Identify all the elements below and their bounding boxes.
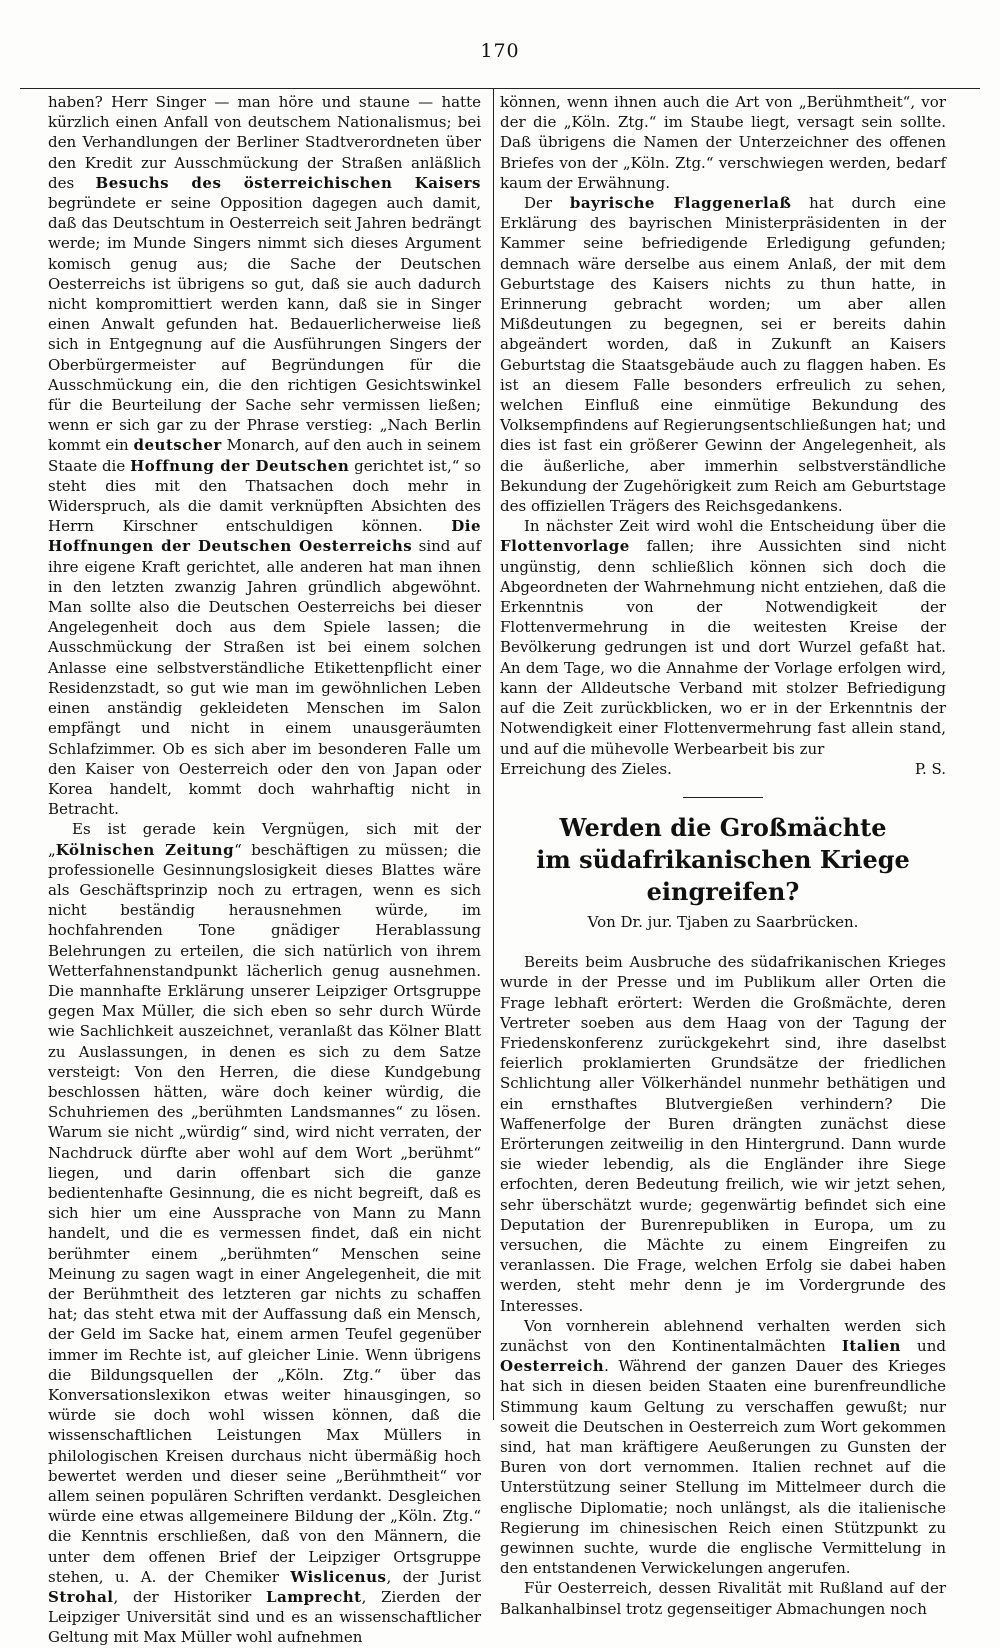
text-run: , der Historiker: [113, 1588, 267, 1607]
left-paragraph-1: [48, 92, 481, 819]
article-title-line-2: im südafrikanischen Kriege eingreifen?: [536, 844, 910, 906]
text-run: “ beschäftigen zu müssen; die professionelle Gesinnungslosigkeit dieses Blattes wäre als Geschäftsprinzip noch zu ertragen, wenn es sich nicht beständig herausnehmen würde, im hochfahrenden Tone gnädiger Herablassung Belehrungen zu erteilen, die sich natürlich von ihrem Wetterfahnenstandpunkt lächerlich genug ausnehmen. Die mannhafte Erklärung unserer Leipziger Ortsgruppe gegen Max Müller, die sich eben so sehr durch Würde wie Sachlichkeit auszeichnet, veranlaßt das Kölner Blatt zu Auslassungen, in denen es sich zu dem Satze versteigt: Von den Herren, die diese Kundgebung beschlossen hätten, wäre doch keiner würdig, die Schuhriemen des „berühmten Landsmannes“ zu lösen. Warum sie nicht „würdig“ sind, wird nicht verraten, der Nachdruck dürfte aber wohl auf dem Wort „berühmt“ liegen, und darin offenbart sich die ganze bedientenhafte Gesinnung, die es nicht begreift, daß es sich hier um eine Aussprache von Mann zu Mann handelt, und die es vermessen findet, daß ein nicht berühmter einem „berühmten“ Menschen seine Meinung zu sagen wagt in einer Angelegenheit, die mit der Berühmtheit des letzteren gar nichts zu schaffen hat; das steht etwa mit der Auffassung daß ein Mensch, der Geld im Sacke hat, einem armen Teufel gegenüber immer im Rechte ist, auf gleicher Linie. Wenn übrigens die Bildungsquellen der „Köln. Ztg.“ über das Konversationslexikon etwas weiter hinausgingen, so würde sie doch wohl wissen können, daß die wissenschaftlichen Leistungen Max Müllers in philologischen Kreisen durchaus nicht übermäßig hoch bewertet werden und dieser seine „Berühmtheit“ vor allem seinen populären Schriften verdankt. Desgleichen würde eine etwas allgemeinere Bildung der „Köln. Ztg.“ die Kenntnis erschließen, daß von den Männern, die unter dem offenen Brief der Leipziger Ortsgruppe stehen, u. A. der Chemiker: [48, 840, 482, 1586]
text-run: Von vornherein ablehnend verhalten werden sich zunächst von den Kontinentalmächten: [500, 1316, 946, 1355]
emphasis-text: Flottenvorlage: [500, 537, 630, 556]
text-run: und: [900, 1336, 946, 1355]
text-run: . Während der ganzen Dauer des Krieges hat sich in diesen beiden Staaten eine burenfreundliche Stimmung kaum Geltung zu verschaffen gewußt; nur soweit die Deutschen in Oesterreich zum Wort gekommen sind, hat man kräftigere Aeußerungen zu Gunsten der Buren von dort vernommen. Italien rechnet auf die Unterstützung seiner Stellung im Mittelmeer durch die englische Diplomatie; noch unlängst, als die italienische Regierung im chinesischen Reich einen Stützpunkt zu gewinnen suchte, wurde die englische Vermittelung in den entstandenen Verwickelungen angerufen.: [500, 1357, 946, 1578]
emphasis-text: Lamprecht: [266, 1588, 362, 1607]
emphasis-text: Hoffnung der Deutschen: [130, 456, 350, 475]
text-run: In nächster Zeit wird wohl die Entscheidung über die: [524, 517, 946, 536]
emphasis-text: Oesterreich: [500, 1357, 605, 1376]
article-paragraph-3: Für Oesterreich, dessen Rivalität mit Rußland auf der Balkanhalbinsel trotz gegenseitiger Abmachungen noch: [500, 1579, 946, 1618]
article-byline: Von Dr. jur. Tjaben zu Saarbrücken.: [587, 912, 859, 931]
header-rule: [20, 88, 980, 89]
article-paragraph-1: Bereits beim Ausbruche des südafrikanischen Krieges wurde in der Presse und im Publikum aller Orten die Frage lebhaft erörtert: Werden die Großmächte, deren Vertreter soeben aus dem Haag von der Tagung der Friedenskonferenz zurückgekehrt sind, ihre daselbst feierlich proklamierten Grundsätze der friedlichen Schlichtung aller Völkerhändel nunmehr bethätigen und ein ernsthaftes Blutvergießen verhindern? Die Waffenerfolge der Buren drängten zunächst diese Erörterungen zeitweilig in den Hintergrund. Dann wurde sie wieder lebendig, als die Engländer ihre Siege erfochten, deren Bedeutung freilich, wie wir jetzt sehen, sehr überschätzt wurde; gegenwärtig befindet sich eine Deputation der Burenrepubliken in Europa, um zu versuchen, die Mächte zu einem Eingreifen zu veranlassen. Die Frage, welchen Erfolg sie dabei haben werden, steht mehr denn je im Vordergrunde des Interesses.: [500, 953, 946, 1315]
article-title-line-1: Werden die Großmächte: [559, 812, 887, 842]
closing-text: Erreichung des Zieles.: [500, 759, 672, 778]
text-run: gerichtet ist,“ so steht dies mit den Thatsachen doch mehr in Widerspruch, als die damit verknüpften Absichten des Herrn Kirschner entschuldigen können.: [48, 456, 481, 536]
text-run: , Zierden der Leipziger Universität sind und es an wissenschaftlicher Geltung mit Max Müller wohl aufnehmen: [48, 1588, 481, 1647]
emphasis-text: Italien: [841, 1336, 901, 1355]
left-column: [48, 92, 481, 1648]
author-signature: P. S.: [914, 759, 946, 778]
text-run: Es ist gerade kein Vergnügen, sich mit der „: [48, 820, 481, 859]
right-paragraph-3: [500, 516, 946, 758]
section-rule: [683, 797, 763, 798]
text-run: fallen; ihre Aussichten sind nicht ungünstig, denn schließlich können sich doch die Abgeordneten der Wahrnehmung nicht entziehen, daß die Erkenntnis von der Notwendigkeit der Flottenvermehrung in die weitesten Kreise der Bevölkerung gedrungen ist und dort Wurzel gefaßt hat. An dem Tage, wo die Annahme der Vorlage erfolgen wird, kann der Alldeutsche Verband mit stolzer Befriedigung auf die Zeit zurückblicken, wo er in der Erkenntnis der Notwendigkeit einer Flottenvermehrung fast allein stand, und auf die mühevolle Werbearbeit bis zur: [500, 537, 946, 758]
column-divider: [493, 88, 494, 1420]
emphasis-text: Kölnischen Zeitung: [55, 840, 235, 859]
page-number: 170: [480, 40, 520, 62]
left-paragraph-2: [48, 819, 481, 1647]
text-run: Monarch, auf den auch in seinem Staate die: [48, 436, 482, 475]
emphasis-text: Besuchs des österreichischen Kaisers: [95, 173, 481, 192]
emphasis-text: Die Hoffnungen der Deutschen Oesterreichs: [48, 517, 481, 556]
text-run: , der Jurist: [386, 1567, 481, 1586]
text-run: sind auf ihre eigene Kraft gerichtet, alle anderen hat man ihnen in den letzten zwanzig Jahren gründlich abgewöhnt. Man sollte also die Deutschen Oesterreichs bei dieser Angelegenheit doch aus dem Spiele lassen; die Ausschmückung der Straßen ist bei einem solchen Anlasse eine selbstverständliche Etikettenpflicht einer Residenzstadt, so gut wie man im gewöhnlichen Leben einen anständig gekleideten Menschen im Salon empfängt und nicht in einem unausgeräumten Schlafzimmer. Ob es sich aber im besonderen Falle um den Kaiser von Oesterreich oder den von Japan oder Korea handelt, kommt doch wahrhaftig nicht in Betracht.: [48, 537, 481, 819]
text-run: Der: [524, 194, 570, 213]
emphasis-text: bayrische Flaggenerlaß: [569, 194, 792, 213]
emphasis-text: Strohal: [48, 1588, 114, 1607]
right-paragraph-1: können, wenn ihnen auch die Art von „Berühmtheit“, vor der die „Köln. Ztg.“ im Staube liegt, versagt sein sollte. Daß übrigens die Namen der Unterzeichner des offenen Briefes von der „Köln. Ztg.“ verschwiegen werden, bedarf kaum der Erwähnung.: [500, 93, 946, 192]
emphasis-text: Wislicenus: [290, 1567, 387, 1586]
emphasis-text: deutscher: [133, 436, 222, 455]
article-paragraph-2: [500, 1316, 946, 1579]
text-run: haben? Herr Singer — man höre und staune — hatte kürzlich einen Anfall von deutschem Nationalismus; bei den Verhandlungen der Berliner Stadtverordneten über den Kredit zur Ausschmückung der Straßen anläßlich des: [48, 93, 481, 192]
right-paragraph-2: [500, 193, 946, 516]
text-run: hat durch eine Erklärung des bayrischen Ministerpräsidenten in der Kammer seine befriedigende Erledigung gefunden; demnach wäre derselbe aus einem Anlaß, der mit dem Geburtstage des Kaisers nichts zu thun hatte, in Erinnerung gebracht worden; um aber allen Mißdeutungen zu begegnen, sei er bereits dahin abgeändert worden, daß in Zukunft an Kaisers Geburtstag die Staatsgebäude auch zu flaggen haben. Es ist an diesem Falle besonders erfreulich zu sehen, welchen Einfluß eine einmütige Bekundung des Volksempfindens auf Regierungsentschließungen hat; und dies ist fast ein größerer Gewinn der Angelegenheit, als die äußerliche, aber immerhin selbstverständliche Bekundung der Zugehörigkeit zum Reich am Geburtstage des offiziellen Trägers des Reichsgedankens.: [500, 194, 946, 516]
right-column: [500, 92, 946, 1619]
text-run: begründete er seine Opposition dagegen auch damit, daß das Deutschtum in Oesterreich seit Jahren bedrängt werde; im Munde Singers nimmt sich dieses Argument komisch genug aus; die Sache der Deutschen Oesterreichs ist übrigens so gut, daß sie auch dadurch nicht kompromittiert werden kann, daß sie in Singer einen Anwalt gefunden hat. Bedauerlicherweise ließ sich in Entgegnung auf die Ausführungen Singers der Oberbürgermeister auf Begründungen für die Ausschmückung ein, die den richtigen Gesichtswinkel für die Beurteilung der Sache sehr vermissen ließen; wenn er sich gar zu der Phrase verstieg: „Nach Berlin kommt ein: [48, 194, 481, 455]
closing-line: [500, 759, 946, 779]
